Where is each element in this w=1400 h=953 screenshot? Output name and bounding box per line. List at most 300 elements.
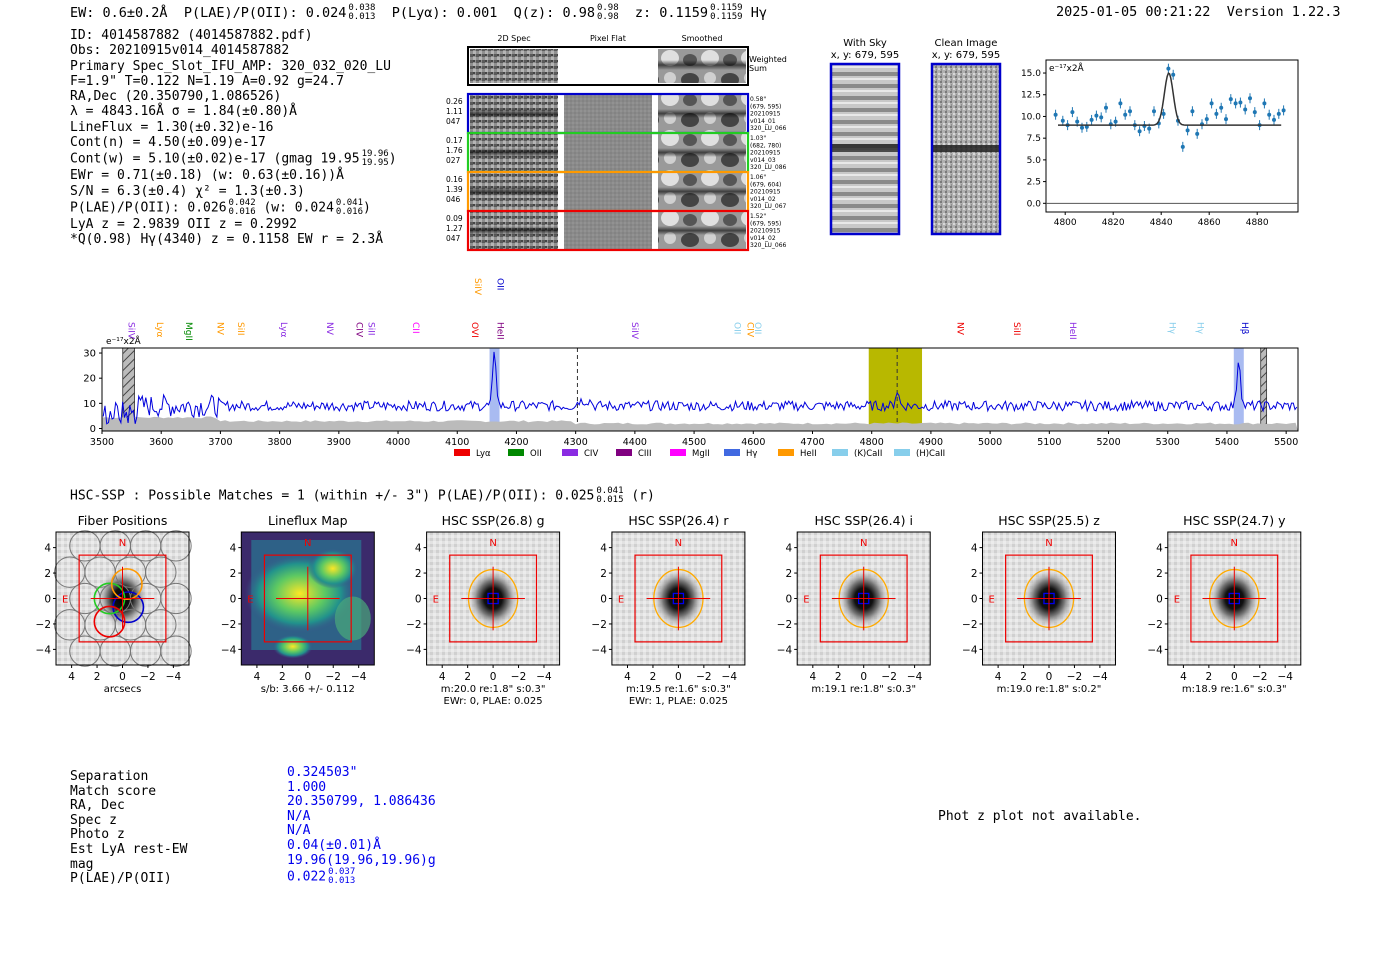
full-spectrum-chart [70, 270, 1310, 465]
panel-caption-2: EWr: 0, PLAE: 0.025 [443, 696, 543, 707]
spec-ytick-label: 10 [83, 398, 96, 410]
panel-xtick-label: 0 [489, 671, 497, 683]
zoom-point [1061, 119, 1065, 123]
with-sky-coords: x, y: 679, 595 [830, 50, 900, 61]
hsc-title-end: (r) [631, 488, 655, 504]
clean-title: Clean Image [934, 38, 998, 49]
panel-ytick-label: 0 [1156, 593, 1163, 606]
info-sn: S/N = 6.3(±0.4) χ² = 1.3(±0.3) [70, 183, 305, 199]
full-spec-unit: e⁻¹⁷x2Å [106, 337, 141, 347]
zoom-point [1138, 129, 1142, 133]
legend-label: HeII [800, 449, 817, 459]
panel-caption: m:19.0 re:1.8" s:0.2" [996, 684, 1102, 695]
summary-header [70, 4, 767, 22]
zoom-point [1104, 106, 1108, 110]
fiber-smoothed-trace [658, 226, 746, 235]
match-table-values [287, 766, 436, 886]
zoom-ytick-label: 10.0 [1020, 112, 1041, 123]
zoom-point [1277, 112, 1281, 116]
match-value [287, 810, 436, 825]
panel-xtick-label: 2 [834, 671, 842, 683]
image-panel [406, 513, 559, 707]
spectral-line-label: Hβ [1238, 322, 1249, 335]
fiber-row-stat: 1.27 [446, 224, 463, 233]
spec-xtick-label: 5400 [1214, 437, 1240, 448]
panel-xtick-label: 4 [1180, 671, 1187, 683]
panel-xtick-label: 2 [93, 671, 101, 683]
zoom-point [1243, 108, 1247, 112]
panel-xtick-label: 0 [119, 671, 126, 683]
weighted-sum-label: Weighted [749, 55, 787, 64]
spec-xtick-label: 3800 [267, 437, 292, 448]
panel-xtick-label: −4 [536, 671, 552, 683]
spec2d-col-title: 2D Spec [497, 34, 531, 43]
zoom-point [1162, 112, 1166, 116]
panel-ytick-label: −2 [1147, 618, 1163, 631]
north-label: N [304, 538, 312, 549]
weighted-sum-2d [470, 49, 558, 83]
legend-swatch [454, 449, 470, 456]
legend-label: (H)CaII [916, 449, 946, 459]
spectral-line-label: Hγ [1166, 322, 1177, 335]
spectral-line-label: SiII [365, 322, 376, 336]
zoom-chart [1010, 50, 1310, 235]
panel-caption-2: EWr: 1, PLAE: 0.025 [628, 696, 728, 707]
info-lambda: λ = 4843.16Å σ = 1.84(±0.80)Å [70, 104, 297, 120]
zoom-point [1267, 113, 1271, 117]
zoom-point [1248, 96, 1252, 100]
zoom-point [1054, 113, 1058, 117]
panel-ytick-label: 2 [970, 568, 978, 581]
fiber-smoothed-trace [658, 109, 746, 118]
zoom-point [1224, 117, 1228, 121]
fiber-row-meta: v014_01 [750, 117, 776, 125]
zoom-point [1186, 128, 1190, 132]
fiber-row-meta: 320_LU_086 [750, 164, 787, 172]
legend-swatch [894, 449, 910, 456]
spectral-line-label: MgII [183, 322, 194, 341]
match-value [287, 839, 436, 854]
zoom-point [1123, 113, 1127, 117]
north-label: N [1230, 538, 1239, 549]
spec-xtick-label: 4400 [622, 437, 647, 448]
lineflux-blob [335, 597, 371, 641]
zoom-ytick-label: 12.5 [1020, 90, 1041, 101]
panel-caption: m:19.5 re:1.6" s:0.3" [626, 684, 731, 695]
zoom-point [1229, 97, 1233, 101]
panel-title: HSC SSP(25.5) z [998, 513, 1100, 528]
match-value-text: N/A [287, 823, 311, 839]
fiber-2d-trace [470, 226, 558, 235]
panel-ytick-label: 0 [414, 593, 422, 606]
panel-ytick-label: −4 [35, 644, 51, 657]
spectral-line-label: SiIV [628, 322, 639, 340]
legend-label: Hγ [746, 449, 758, 459]
legend-label: CIII [638, 449, 652, 459]
panel-ytick-label: 4 [1156, 542, 1163, 555]
match-value-text: 19.96(19.96,19.96)g [287, 852, 436, 868]
spectral-line-label: OII [494, 278, 505, 291]
with-sky-title: With Sky [843, 38, 887, 49]
spec-xtick-label: 4500 [681, 437, 707, 448]
zoom-point [1070, 110, 1074, 114]
spectral-line-label: NV [954, 322, 965, 335]
weighted-sum-trace [658, 60, 746, 70]
match-value [287, 868, 436, 886]
detection-info [70, 28, 397, 248]
spec-xtick-label: 4300 [563, 437, 588, 448]
fiber-pixel-flat [564, 134, 652, 171]
fiber-row-meta: 320_LU_066 [750, 242, 787, 250]
panel-ytick-label: 0 [229, 593, 237, 606]
panel-caption: m:18.9 re:1.6" s:0.3" [1181, 684, 1287, 695]
north-label: N [489, 538, 497, 549]
fiber-row-stat: 047 [446, 117, 461, 126]
north-label: N [859, 538, 868, 549]
info-lineflux: LineFlux = 1.30(±0.32)e-16 [70, 119, 274, 135]
fiber-row-stat: 1.11 [446, 107, 463, 116]
hsc-panels [35, 508, 1360, 723]
panel-ytick-label: 2 [785, 568, 793, 581]
spec-frame [102, 348, 1298, 431]
zoom-point [1195, 132, 1199, 136]
zoom-point [1238, 101, 1242, 105]
legend-label: MgII [692, 449, 710, 459]
match-value [287, 781, 436, 796]
spec-xtick-label: 3500 [89, 437, 115, 448]
panel-ytick-label: 0 [44, 593, 51, 606]
legend-swatch [778, 449, 794, 456]
east-label: E [617, 594, 625, 606]
zoom-point [1190, 109, 1194, 113]
fiber-row-meta: 320_LU_067 [750, 203, 787, 211]
fiber-row-meta: 20210915 [750, 110, 781, 118]
image-panel [591, 513, 744, 707]
match-value-text: 1.000 [287, 779, 327, 795]
spectral-line-label: Lyα [277, 322, 288, 338]
clean-trace [933, 145, 999, 152]
header-timestamp [1056, 4, 1341, 20]
fiber-row-meta: 20210915 [750, 227, 781, 235]
zoom-xtick-label: 4840 [1149, 218, 1173, 228]
match-table-labels [70, 770, 187, 887]
header-qz: Q(z): 0.98 [513, 5, 595, 21]
panel-ytick-label: 2 [414, 568, 422, 581]
header-plae: P(LAE)/P(OII): 0.024 [183, 5, 347, 21]
header-version: Version 1.22.3 [1226, 4, 1341, 20]
spec-flux-line [103, 352, 1297, 424]
fiber-row-stat: 046 [446, 195, 461, 204]
panel-ytick-label: 2 [600, 568, 607, 581]
zoom-point [1090, 118, 1094, 122]
info-lyaz: LyA z = 2.9839 OII z = 0.2992 [70, 216, 297, 232]
spec-xtick-label: 4200 [504, 437, 529, 448]
header-z-line: Hγ [750, 5, 767, 21]
info-radec: RA,Dec (20.350790,1.086526) [70, 89, 282, 105]
panel-title: HSC SSP(26.4) i [814, 513, 913, 528]
north-label: N [118, 538, 127, 549]
fiber-row-meta: v014_03 [750, 156, 776, 164]
lineflux-blob [273, 635, 313, 659]
spec-xtick-label: 5200 [1096, 437, 1121, 448]
spec2d-panel [440, 30, 800, 255]
panel-ytick-label: 2 [1156, 568, 1163, 581]
fiber-row-stat: 0.17 [446, 136, 463, 145]
panel-ytick-label: −4 [1147, 644, 1163, 657]
match-plae-lo: 0.013 [328, 876, 356, 887]
panel-title: Fiber Positions [77, 513, 168, 528]
legend-swatch [832, 449, 848, 456]
match-label: RA, Dec [70, 798, 125, 814]
spec-xtick-label: 3600 [149, 437, 174, 448]
spec-xtick-label: 4900 [918, 437, 944, 448]
panel-ytick-label: 4 [785, 542, 793, 555]
zoom-unit: e⁻¹⁷x2Å [1049, 64, 1084, 74]
hsc-title-lo: 0.015 [596, 495, 624, 505]
zoom-ytick-label: 7.5 [1026, 134, 1041, 145]
legend-swatch [562, 449, 578, 456]
spectral-line-label: Hγ [1194, 322, 1205, 335]
spec-ytick-label: 0 [89, 423, 96, 435]
panel-ytick-label: 2 [229, 568, 237, 581]
zoom-point [1262, 101, 1266, 105]
fiber-row-meta: (679, 595) [750, 220, 782, 228]
zoom-point [1205, 117, 1209, 121]
image-panel [1147, 513, 1300, 695]
match-label: Spec z [70, 812, 117, 828]
panel-xtick-label: −4 [721, 671, 738, 683]
panel-ytick-label: 4 [600, 542, 607, 555]
zoom-ytick-label: 5.0 [1026, 155, 1041, 166]
info-contn: Cont(n) = 4.50(±0.09)e-17 [70, 135, 266, 151]
spectral-line-label: HeII [494, 322, 505, 340]
panel-xtick-label: 4 [809, 671, 817, 683]
panel-ytick-label: 0 [600, 593, 607, 606]
fiber-row-meta: 1.03" [750, 135, 767, 142]
match-label: Photo z [70, 827, 125, 843]
match-value [287, 766, 436, 781]
info-plae-lo: 0.016 [228, 206, 256, 217]
match-value [287, 824, 436, 839]
legend-swatch [670, 449, 686, 456]
info-plae-w-lo: 0.016 [335, 206, 364, 217]
zoom-point [1114, 120, 1118, 124]
fiber-row-meta: 0.58" [750, 96, 767, 103]
panel-ytick-label: 4 [970, 542, 978, 555]
spectral-line-label: CII [409, 322, 420, 334]
match-label: mag [70, 856, 94, 872]
zoom-point [1075, 120, 1079, 124]
zoom-point [1181, 145, 1185, 149]
spec-line-highlight [1234, 348, 1244, 431]
panel-xtick-label: 4 [994, 671, 1002, 683]
match-value-text: 0.324503" [287, 765, 358, 780]
spec-xtick-label: 3700 [208, 437, 233, 448]
match-label: P(LAE)/P(OII) [70, 871, 172, 887]
zoom-point [1152, 109, 1156, 113]
panel-xtick-label: 0 [1230, 671, 1238, 683]
panel-caption: s/b: 3.66 +/- 0.112 [260, 684, 355, 695]
match-value [287, 854, 436, 869]
fiber-row-meta: 1.06" [750, 174, 767, 181]
legend-swatch [616, 449, 632, 456]
spec-ytick-label: 20 [83, 373, 96, 385]
zoom-ytick-label: 2.5 [1026, 177, 1041, 188]
zoom-point [1094, 114, 1098, 118]
zoom-point [1147, 127, 1151, 131]
panel-xtick-label: −4 [906, 671, 923, 683]
east-label: E [62, 594, 69, 606]
info-contw-row [70, 150, 397, 168]
spec-masked-region [1261, 348, 1267, 431]
info-plae-w: (w: 0.024 [263, 200, 334, 216]
info-obs: Obs: 20210915v014_4014587882 [70, 43, 290, 59]
panel-xtick-label: −4 [350, 671, 367, 683]
match-value-text: 20.350799, 1.086436 [287, 794, 436, 810]
panel-caption: m:20.0 re:1.8" s:0.3" [440, 684, 546, 695]
match-label: Est LyA rest-EW [70, 841, 188, 857]
zoom-point [1253, 110, 1257, 114]
fiber-row-meta: 20210915 [750, 149, 781, 157]
panel-ytick-label: −4 [776, 644, 793, 657]
legend-label: (K)CaII [854, 449, 883, 459]
header-qz-hi: 0.98 [596, 3, 619, 13]
panel-ytick-label: 4 [414, 542, 422, 555]
panel-title: HSC SSP(26.4) r [628, 513, 729, 528]
panel-ytick-label: 0 [970, 593, 978, 606]
spectral-line-label: CIV [744, 322, 755, 338]
fiber-smoothed-trace [658, 148, 746, 157]
info-plae: P(LAE)/P(OII): 0.026 [70, 200, 227, 216]
panel-xtick-label: −2 [325, 671, 341, 683]
fiber-pixel-flat [564, 173, 652, 210]
zoom-point [1171, 73, 1175, 77]
match-value [287, 795, 436, 810]
spec-xtick-label: 3900 [326, 437, 351, 448]
fiber-row-meta: 20210915 [750, 188, 781, 196]
info-plae-hi: 0.042 [228, 197, 256, 208]
match-plae-hi: 0.037 [328, 867, 356, 878]
fiber-row-meta: v014_02 [750, 234, 776, 242]
spectral-line-label: HeII [1067, 322, 1078, 340]
fiber-2d-trace [470, 187, 558, 196]
panel-title: HSC SSP(26.8) g [441, 513, 545, 528]
fiber-row-stat: 0.16 [446, 175, 463, 184]
header-plae-lo: 0.013 [348, 12, 376, 22]
panel-ytick-label: −4 [962, 644, 978, 657]
east-label: E [988, 594, 995, 606]
panel-xtick-label: −2 [510, 671, 527, 683]
header-z: z: 0.1159 [634, 5, 709, 21]
fiber-smoothed-trace [658, 187, 746, 196]
north-label: N [1045, 538, 1053, 549]
info-plae-end: ) [363, 200, 371, 216]
spec-xtick-label: 4700 [800, 437, 825, 448]
image-panel [36, 513, 192, 695]
panel-xtick-label: 4 [438, 671, 446, 683]
header-ew: EW: 0.6±0.2Å [70, 5, 168, 21]
match-label: Separation [70, 769, 149, 784]
spectral-line-label: OII [752, 322, 763, 335]
zoom-point [1128, 109, 1132, 113]
legend-swatch [724, 449, 740, 456]
panel-ytick-label: −4 [220, 644, 237, 657]
zoom-xtick-label: 4880 [1245, 218, 1269, 228]
match-value-text: N/A [287, 808, 311, 824]
panel-ytick-label: 4 [229, 542, 237, 555]
east-label: E [1173, 594, 1181, 606]
fiber-row-meta: (682, 780) [750, 142, 782, 150]
spec-xtick-label: 5500 [1274, 437, 1299, 448]
panel-ytick-label: −2 [220, 618, 237, 631]
lineflux-blob [308, 549, 358, 589]
phot-z-message: Phot z plot not available. [938, 809, 1142, 824]
spec-xtick-label: 4100 [445, 437, 470, 448]
image-panel [777, 513, 930, 695]
info-contw: Cont(w) = 5.10(±0.02)e-17 (gmag 19.95 [70, 151, 360, 167]
header-plae-hi: 0.038 [348, 3, 376, 13]
clean-coords: x, y: 679, 595 [931, 50, 1001, 61]
panel-xtick-label: 2 [464, 671, 472, 683]
info-contw-lo: 19.95 [361, 158, 389, 169]
panel-ytick-label: −2 [591, 618, 607, 631]
info-fiber: F=1.9" T=0.122 N=1.19 A=0.92 g=24.7 [70, 73, 344, 89]
info-qline: *Q(0.98) Hγ(4340) z = 0.1158 EW r = 2.3Å [70, 232, 384, 248]
panel-caption: m:19.1 re:1.8" s:0.3" [811, 684, 917, 695]
panel-title: Lineflux Map [267, 513, 348, 528]
zoom-xtick-label: 4860 [1197, 218, 1221, 228]
fiber-row-stat: 027 [446, 156, 461, 165]
panel-xtick-label: 4 [624, 671, 631, 683]
spec-xtick-label: 5300 [1155, 437, 1180, 448]
weighted-sum-label: Sum [749, 64, 767, 73]
zoom-point [1210, 101, 1214, 105]
zoom-point [1234, 101, 1238, 105]
panel-xtick-label: 0 [860, 671, 868, 683]
spec-ytick-label: 30 [83, 348, 96, 360]
panel-xtick-label: 2 [649, 671, 657, 683]
hsc-summary [70, 487, 655, 505]
image-panel [221, 513, 374, 695]
panel-xtick-label: 4 [68, 671, 75, 683]
panel-xtick-label: −2 [1066, 671, 1083, 683]
panel-ytick-label: −4 [591, 644, 607, 657]
match-value-text: 0.04(±0.01)Å [287, 837, 381, 853]
spec2d-col-title: Smoothed [681, 34, 723, 43]
header-plya: P(Lyα): 0.001 [391, 5, 498, 21]
fiber-2d-trace [470, 109, 558, 118]
zoom-ytick-label: 0.0 [1026, 199, 1041, 210]
fiber-row-stat: 1.76 [446, 146, 463, 155]
panel-ytick-label: 0 [785, 593, 793, 606]
fiber-pixel-flat [564, 212, 652, 249]
legend-label: OII [530, 449, 542, 459]
zoom-point [1214, 112, 1218, 116]
fiber-pixel-flat [564, 95, 652, 132]
zoom-point [1219, 106, 1223, 110]
panel-xtick-label: −4 [1277, 671, 1293, 683]
fiber-row-stat: 1.39 [446, 185, 463, 194]
info-plae-row [70, 199, 397, 217]
panel-xtick-label: 2 [279, 671, 286, 683]
info-id: ID: 4014587882 (4014587882.pdf) [70, 28, 313, 43]
legend-swatch [508, 449, 524, 456]
zoom-point [1099, 115, 1103, 119]
panel-xtick-label: −2 [881, 671, 897, 683]
spectral-line-label: OII [731, 322, 742, 335]
panel-xtick-label: −2 [140, 671, 156, 683]
spectral-line-label: SiII [235, 322, 246, 336]
